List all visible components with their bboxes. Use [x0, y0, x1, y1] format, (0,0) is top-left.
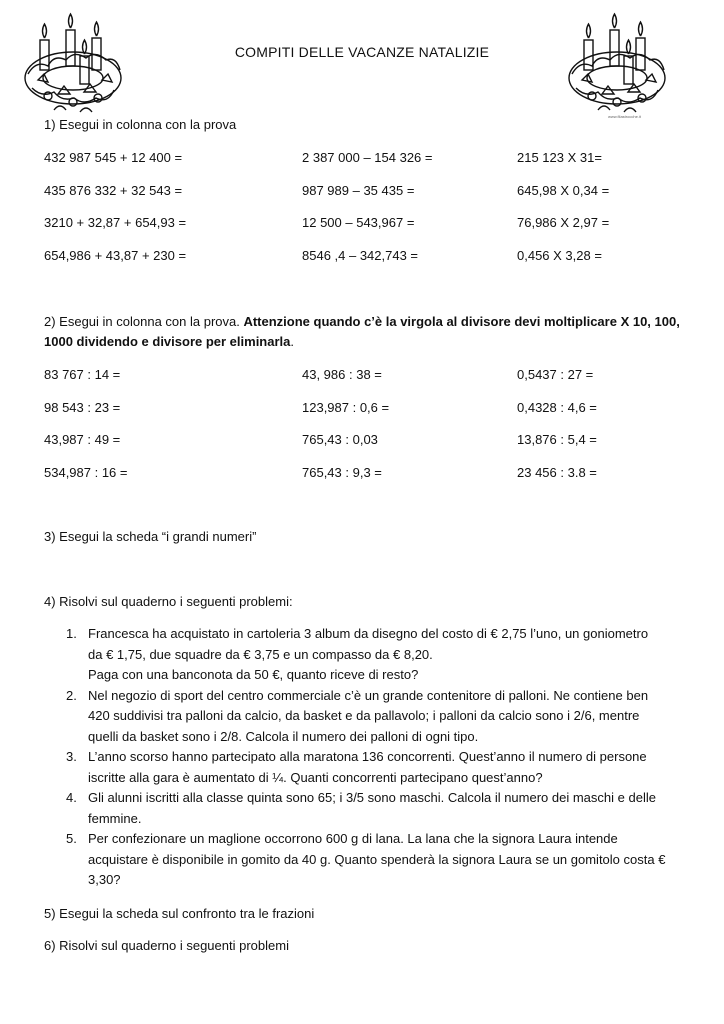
problem-list [44, 624, 684, 891]
advent-wreath-image [562, 8, 672, 118]
problem-item [44, 624, 684, 686]
problem-text-line: iscritte alla gara è aumentato di ¼. Quanti concorrenti partecipano quest’anno? [88, 769, 543, 785]
exercise-row [44, 148, 704, 168]
section-3-heading: 3) Esegui la scheda “i grandi numeri” [44, 529, 257, 544]
exercise-item: 432 987 545 + 12 400 = [44, 150, 183, 165]
section-2-heading [44, 312, 680, 352]
exercise-item: 43, 986 : 38 = [302, 367, 382, 382]
exercise-row [44, 398, 704, 418]
problem-text-line: L’anno scorso hanno partecipato alla maratona 136 concorrenti. Quest’anno il numero di persone [88, 749, 647, 764]
section-2-heading-end: . [290, 334, 295, 349]
problem-item [44, 829, 684, 891]
problem-text-line: Nel negozio di sport del centro commerciale c’è un grande contenitore di palloni. Ne contiene ben [88, 687, 649, 703]
exercise-item: 23 456 : 3.8 = [517, 464, 597, 480]
problem-text-line: 420 suddivisi tra palloni da calcio, da basket e da pallavolo; i palloni da calcio sono i 2/6, mentre [88, 708, 640, 723]
problem-text-line: da € 1,75, due squadre da € 3,75 e un compasso da € 8,20. [88, 646, 433, 662]
exercise-item: 76,986 X 2,97 = [517, 215, 610, 230]
exercise-item: 2 387 000 – 154 326 = [302, 150, 433, 165]
exercise-row [44, 463, 704, 483]
exercise-item: 435 876 332 + 32 543 = [44, 182, 183, 198]
problem-number: 4. [66, 790, 77, 805]
exercise-row [44, 365, 704, 385]
section-5-heading: 5) Esegui la scheda sul confronto tra le frazioni [44, 906, 315, 921]
image-credit: www.filastrocche.it [608, 114, 641, 119]
exercise-item: 8546 ,4 – 342,743 = [302, 247, 419, 263]
advent-wreath-image [18, 8, 128, 118]
exercise-item: 0,456 X 3,28 = [517, 247, 602, 263]
exercise-item: 987 989 – 35 435 = [302, 182, 415, 198]
problem-item [44, 747, 684, 788]
problem-number: 1. [66, 626, 77, 641]
exercise-item: 3210 + 32,87 + 654,93 = [44, 215, 187, 230]
section-2-heading-text: 2) Esegui in colonna con la prova. [44, 314, 244, 329]
problem-number: 2. [66, 687, 77, 703]
exercise-row [44, 430, 704, 450]
exercise-row [44, 246, 704, 266]
exercise-item: 43,987 : 49 = [44, 432, 121, 447]
problem-text-line: Paga con una banconota da 50 €, quanto riceve di resto? [88, 667, 419, 682]
problem-text-line: Francesca ha acquistato in cartoleria 3 album da disegno del costo di € 2,75 l’uno, un goniometro [88, 626, 649, 641]
problem-text-line: quelli da basket sono i 2/8. Calcola il numero dei palloni di ogni tipo. [88, 728, 479, 744]
problem-text-line: femmine. [88, 810, 142, 826]
problem-text-line: Gli alunni iscritti alla classe quinta sono 65; i 3/5 sono maschi. Calcola il numero dei maschi e delle [88, 790, 656, 805]
exercise-item: 654,986 + 43,87 + 230 = [44, 247, 187, 263]
exercise-item: 765,43 : 0,03 [302, 432, 378, 447]
exercise-item: 83 767 : 14 = [44, 367, 121, 382]
page-title: COMPITI DELLE VACANZE NATALIZIE [234, 44, 490, 60]
problem-number: 5. [66, 831, 77, 846]
exercise-row [44, 181, 704, 201]
exercise-item: 98 543 : 23 = [44, 399, 121, 415]
exercise-item: 12 500 – 543,967 = [302, 215, 415, 230]
section-4-heading: 4) Risolvi sul quaderno i seguenti problemi: [44, 594, 293, 609]
exercise-item: 215 123 X 31= [517, 150, 602, 165]
problem-item [44, 788, 684, 829]
exercise-item: 645,98 X 0,34 = [517, 182, 610, 198]
exercise-item: 0,4328 : 4,6 = [517, 399, 597, 415]
problem-text-line: acquistare è disponibile in gomito da 40 g. Quanto spenderà la signora Laura se un gomitolo costa € [88, 851, 666, 867]
problem-text-line: 3,30? [88, 872, 121, 887]
exercise-row [44, 213, 704, 233]
section-1-heading: 1) Esegui in colonna con la prova [44, 117, 237, 132]
section-6-heading: 6) Risolvi sul quaderno i seguenti problemi [44, 938, 289, 953]
section-2-warning: Attenzione quando c’è la virgola al divisore devi moltiplicare X 10, 100, 1000 dividendo e divisore per eliminarla [44, 314, 680, 349]
exercise-item: 13,876 : 5,4 = [517, 432, 597, 447]
exercise-item: 765,43 : 9,3 = [302, 464, 382, 480]
exercise-item: 534,987 : 16 = [44, 464, 128, 480]
problem-item [44, 686, 684, 748]
exercise-item: 0,5437 : 27 = [517, 367, 594, 382]
problem-text-line: Per confezionare un maglione occorrono 600 g di lana. La lana che la signora Laura intende [88, 831, 618, 846]
problem-number: 3. [66, 749, 77, 764]
exercise-item: 123,987 : 0,6 = [302, 399, 390, 415]
